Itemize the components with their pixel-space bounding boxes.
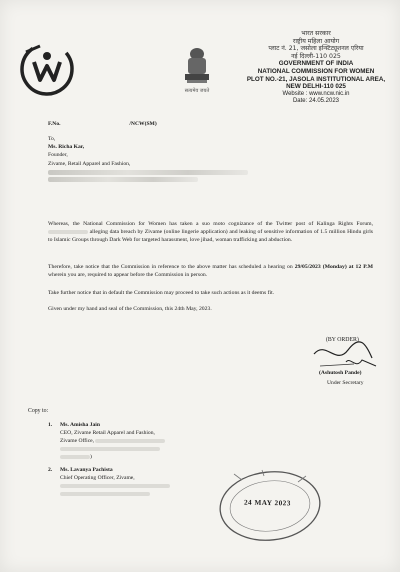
website: Website : www.ncw.nic.in bbox=[282, 90, 350, 97]
redacted-region bbox=[60, 492, 150, 496]
cc-name: Ms. Lavanya Pachista bbox=[60, 467, 113, 473]
paragraph-given: Given under my hand and seal of the Commission, this 24th May, 2023. bbox=[48, 306, 212, 312]
signatory-name: (Ashutosh Pande) bbox=[319, 370, 362, 376]
redacted-region bbox=[60, 484, 170, 488]
redacted-region bbox=[60, 447, 160, 451]
redacted-region bbox=[95, 439, 165, 443]
para1-end: alleging data breach by Zivame (online lingerie application) bbox=[89, 228, 228, 235]
file-number-suffix: /NCW(SM) bbox=[129, 121, 157, 127]
hindi-line: भारत सरकार bbox=[301, 30, 331, 37]
file-number-prefix: F.No. bbox=[48, 121, 61, 127]
ncw-logo bbox=[18, 40, 76, 98]
signatory-designation: Under Secretary bbox=[327, 380, 364, 386]
para1-rest: and leaking of sensitive information of 1.5 million Hindu girls to Islamic Groups through Dark Web for targeted harassment, love jihad, woman trafficking and abduction. bbox=[48, 228, 374, 243]
para1-line1: Whereas, the National Commission for Women has taken a suo moto cognizance of the Twitter post of bbox=[48, 221, 314, 227]
para2-line1: Therefore, take notice that the Commission in reference to the above matter has scheduled a hearing on bbox=[48, 264, 293, 270]
cc-name: Ms. Amisha Jain bbox=[60, 422, 100, 428]
english-line: GOVERNMENT OF INDIA bbox=[278, 60, 354, 68]
redacted-line bbox=[48, 177, 198, 182]
redacted-region bbox=[48, 230, 88, 234]
addressee-org: Zivame, Retail Apparel and Fashion, bbox=[48, 160, 131, 167]
addressee-title: Founder, bbox=[48, 152, 68, 159]
cc-number: 2. bbox=[48, 467, 53, 473]
paragraph-whereas bbox=[48, 221, 373, 245]
paragraph-hearing bbox=[48, 264, 373, 280]
cc-title: Chief Operating Officer, Zivame, bbox=[60, 475, 135, 481]
letterhead-block bbox=[238, 30, 394, 106]
hindi-line: राष्ट्रीय महिला आयोग bbox=[292, 37, 340, 45]
addressee-name: Ms. Richa Kar, bbox=[48, 144, 85, 151]
redacted-line bbox=[48, 170, 248, 175]
redacted-region bbox=[62, 123, 128, 125]
para1-start: Kalinga Rights Forum, bbox=[316, 221, 374, 227]
stamp-date: 24 MAY 2023 bbox=[243, 498, 291, 508]
dispatch-stamp bbox=[212, 466, 332, 550]
national-emblem bbox=[178, 44, 216, 96]
cc-number: 1. bbox=[48, 422, 53, 428]
redacted-region bbox=[60, 455, 90, 459]
english-line: NEW DELHI-110 025 bbox=[286, 83, 346, 91]
english-line: PLOT NO.-21, JASOLA INSTITUTIONAL AREA, bbox=[246, 75, 386, 83]
copy-to-label: Copy to: bbox=[28, 408, 49, 414]
para2-rest: wherein you are, required to appear before the Commission in person. bbox=[48, 271, 208, 278]
english-line: NATIONAL COMMISSION FOR WOMEN bbox=[257, 67, 375, 75]
addressee-block bbox=[48, 135, 248, 182]
cc-item-2 bbox=[48, 466, 170, 498]
hindi-line: प्लाट नं. 21, जसोला इन्स्टिट्यूशनल एरिया bbox=[268, 45, 364, 53]
by-order-label: (BY ORDER) bbox=[326, 337, 359, 343]
letter-date: Date: 24.05.2023 bbox=[292, 98, 340, 105]
paragraph-default: Take further notice that in default the Commission may proceed to take such actions as it deems fit. bbox=[48, 290, 275, 296]
hindi-line: नई दिल्ली-110 025 bbox=[291, 52, 341, 60]
cc-org: Zivame Office, bbox=[60, 438, 95, 444]
hearing-datetime: 29/05/2023 (Monday) at 12 P.M bbox=[294, 264, 374, 270]
svg-text:सत्यमेव जयते: सत्यमेव जयते bbox=[184, 88, 210, 94]
to-label: To, bbox=[48, 136, 56, 142]
cc-item-1 bbox=[48, 421, 165, 461]
file-number bbox=[48, 121, 157, 127]
cc-title: CEO, Zivame Retail Apparel and Fashion, bbox=[60, 430, 155, 436]
cc-tail: ) bbox=[90, 454, 92, 460]
